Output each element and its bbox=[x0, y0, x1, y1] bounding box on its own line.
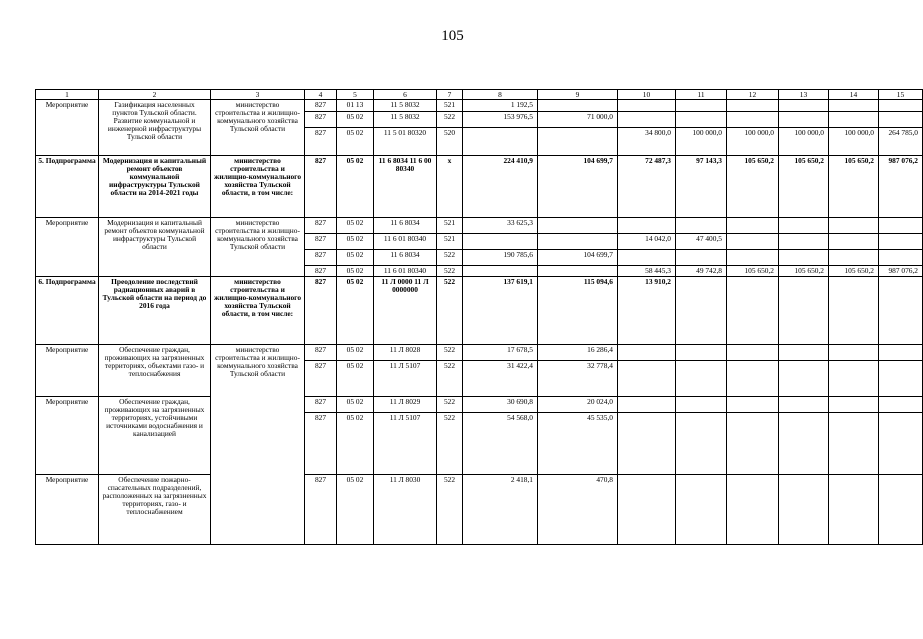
value-cell: 105 650,2 bbox=[829, 156, 879, 218]
table-row bbox=[36, 397, 923, 413]
value-cell: 827 bbox=[305, 413, 337, 475]
value-cell: 58 445,3 bbox=[618, 266, 676, 277]
value-cell bbox=[618, 361, 676, 397]
value-cell bbox=[879, 345, 923, 361]
column-header-row bbox=[36, 90, 923, 100]
executor-cell: министерство строительства и жилищно-коммунального хозяйства Тульской области, в том числе: bbox=[211, 156, 305, 218]
value-cell: 30 690,8 bbox=[463, 397, 538, 413]
item-type-cell: 5. Подпрограмма bbox=[36, 156, 99, 218]
value-cell: 11 5 8032 bbox=[374, 112, 437, 128]
value-cell bbox=[676, 250, 727, 266]
value-cell: 153 976,5 bbox=[463, 112, 538, 128]
value-cell: 72 487,3 bbox=[618, 156, 676, 218]
value-cell: 521 bbox=[437, 100, 463, 112]
value-cell: 522 bbox=[437, 397, 463, 413]
value-cell: 100 000,0 bbox=[829, 128, 879, 156]
column-header: 6 bbox=[374, 90, 437, 100]
table-row bbox=[36, 345, 923, 361]
table-row bbox=[36, 218, 923, 234]
value-cell: 987 076,2 bbox=[879, 156, 923, 218]
value-cell: 827 bbox=[305, 218, 337, 234]
table-row bbox=[36, 100, 923, 112]
value-cell bbox=[879, 413, 923, 475]
budget-table bbox=[35, 89, 923, 545]
page-number: 105 bbox=[441, 28, 464, 44]
column-header: 3 bbox=[211, 90, 305, 100]
value-cell: 827 bbox=[305, 345, 337, 361]
value-cell: 105 650,2 bbox=[779, 266, 829, 277]
value-cell: 11 Л 8030 bbox=[374, 475, 437, 545]
value-cell: 827 bbox=[305, 361, 337, 397]
value-cell bbox=[879, 475, 923, 545]
value-cell: 11 6 01 80340 bbox=[374, 266, 437, 277]
value-cell bbox=[463, 234, 538, 250]
value-cell: 49 742,8 bbox=[676, 266, 727, 277]
value-cell bbox=[618, 345, 676, 361]
executor-cell: министерство строительства и жилищно-коммунального хозяйства Тульской области bbox=[211, 218, 305, 277]
column-header: 5 bbox=[337, 90, 374, 100]
value-cell: 33 625,3 bbox=[463, 218, 538, 234]
value-cell: 224 410,9 bbox=[463, 156, 538, 218]
value-cell bbox=[727, 345, 779, 361]
item-type-cell: Мероприятие bbox=[36, 397, 99, 475]
value-cell bbox=[727, 100, 779, 112]
value-cell: 05 02 bbox=[337, 250, 374, 266]
value-cell: 11 Л 5107 bbox=[374, 413, 437, 475]
value-cell bbox=[727, 218, 779, 234]
value-cell bbox=[779, 277, 829, 345]
value-cell: 11 Л 0000 11 Л 0000000 bbox=[374, 277, 437, 345]
value-cell: 05 02 bbox=[337, 234, 374, 250]
value-cell: 05 02 bbox=[337, 218, 374, 234]
value-cell: 827 bbox=[305, 397, 337, 413]
value-cell: 827 bbox=[305, 128, 337, 156]
value-cell: 71 000,0 bbox=[538, 112, 618, 128]
item-name-cell: Обеспечение пожарно-спасательных подразделений, расположенных на загрязненных территориях, газо- и теплоснабжением bbox=[99, 475, 211, 545]
value-cell: 827 bbox=[305, 234, 337, 250]
value-cell: 827 bbox=[305, 156, 337, 218]
item-type-cell: Мероприятие bbox=[36, 218, 99, 277]
value-cell: х bbox=[437, 156, 463, 218]
value-cell: 522 bbox=[437, 475, 463, 545]
value-cell bbox=[727, 234, 779, 250]
value-cell: 190 785,6 bbox=[463, 250, 538, 266]
value-cell: 521 bbox=[437, 218, 463, 234]
value-cell bbox=[879, 112, 923, 128]
column-header: 9 bbox=[538, 90, 618, 100]
value-cell: 05 02 bbox=[337, 156, 374, 218]
value-cell bbox=[676, 361, 727, 397]
value-cell: 13 910,2 bbox=[618, 277, 676, 345]
value-cell bbox=[463, 128, 538, 156]
value-cell: 01 13 bbox=[337, 100, 374, 112]
column-header: 15 bbox=[879, 90, 923, 100]
column-header: 7 bbox=[437, 90, 463, 100]
value-cell bbox=[829, 218, 879, 234]
value-cell bbox=[538, 218, 618, 234]
item-name-cell: Преодоление последствий радиационных аварий в Тульской области на период до 2016 года bbox=[99, 277, 211, 345]
value-cell bbox=[779, 345, 829, 361]
column-header: 4 bbox=[305, 90, 337, 100]
value-cell: 05 02 bbox=[337, 266, 374, 277]
item-type-cell: 6. Подпрограмма bbox=[36, 277, 99, 345]
value-cell bbox=[779, 234, 829, 250]
column-header: 10 bbox=[618, 90, 676, 100]
table-row bbox=[36, 277, 923, 345]
value-cell bbox=[538, 234, 618, 250]
value-cell: 05 02 bbox=[337, 112, 374, 128]
value-cell bbox=[879, 277, 923, 345]
item-name-cell: Обеспечение граждан, проживающих на загрязненных территориях, устойчивыми источниками водоснабжения и канализацией bbox=[99, 397, 211, 475]
value-cell bbox=[727, 112, 779, 128]
value-cell: 522 bbox=[437, 250, 463, 266]
value-cell: 827 bbox=[305, 475, 337, 545]
value-cell bbox=[879, 361, 923, 397]
value-cell bbox=[618, 475, 676, 545]
value-cell bbox=[676, 345, 727, 361]
value-cell bbox=[829, 475, 879, 545]
value-cell: 522 bbox=[437, 277, 463, 345]
column-header: 12 bbox=[727, 90, 779, 100]
value-cell bbox=[879, 234, 923, 250]
value-cell: 11 5 8032 bbox=[374, 100, 437, 112]
table-body bbox=[36, 90, 923, 545]
value-cell bbox=[779, 397, 829, 413]
value-cell bbox=[463, 266, 538, 277]
value-cell: 827 bbox=[305, 100, 337, 112]
value-cell: 827 bbox=[305, 112, 337, 128]
value-cell: 522 bbox=[437, 413, 463, 475]
value-cell bbox=[676, 100, 727, 112]
value-cell: 11 5 01 80320 bbox=[374, 128, 437, 156]
value-cell bbox=[676, 413, 727, 475]
item-name-cell: Модернизация и капитальный ремонт объектов коммунальной инфраструктуры Тульской области на 2014-2021 годы bbox=[99, 156, 211, 218]
value-cell bbox=[829, 277, 879, 345]
executor-cell: министерство строительства и жилищно-коммунального хозяйства Тульской области bbox=[211, 100, 305, 156]
value-cell bbox=[538, 128, 618, 156]
value-cell: 104 699,7 bbox=[538, 156, 618, 218]
value-cell: 104 699,7 bbox=[538, 250, 618, 266]
column-header: 13 bbox=[779, 90, 829, 100]
value-cell: 45 535,0 bbox=[538, 413, 618, 475]
value-cell bbox=[727, 475, 779, 545]
value-cell bbox=[727, 250, 779, 266]
value-cell bbox=[829, 413, 879, 475]
table-row bbox=[36, 475, 923, 545]
value-cell: 05 02 bbox=[337, 397, 374, 413]
value-cell: 11 6 8034 bbox=[374, 250, 437, 266]
value-cell: 827 bbox=[305, 266, 337, 277]
value-cell: 105 650,2 bbox=[727, 266, 779, 277]
value-cell bbox=[829, 250, 879, 266]
value-cell bbox=[538, 266, 618, 277]
value-cell: 827 bbox=[305, 277, 337, 345]
value-cell: 11 6 01 80340 bbox=[374, 234, 437, 250]
value-cell bbox=[676, 397, 727, 413]
value-cell: 100 000,0 bbox=[676, 128, 727, 156]
value-cell: 97 143,3 bbox=[676, 156, 727, 218]
column-header: 11 bbox=[676, 90, 727, 100]
value-cell bbox=[779, 218, 829, 234]
value-cell: 34 800,0 bbox=[618, 128, 676, 156]
item-type-cell: Мероприятие bbox=[36, 100, 99, 156]
value-cell: 521 bbox=[437, 234, 463, 250]
value-cell bbox=[618, 413, 676, 475]
value-cell bbox=[779, 250, 829, 266]
value-cell bbox=[618, 250, 676, 266]
value-cell bbox=[618, 397, 676, 413]
value-cell: 522 bbox=[437, 266, 463, 277]
value-cell bbox=[676, 112, 727, 128]
value-cell: 05 02 bbox=[337, 475, 374, 545]
value-cell: 05 02 bbox=[337, 345, 374, 361]
item-name-cell: Газификация населенных пунктов Тульской области. Развитие коммунальной и инженерной инфраструктуры Тульской области bbox=[99, 100, 211, 156]
value-cell bbox=[779, 100, 829, 112]
value-cell: 100 000,0 bbox=[727, 128, 779, 156]
value-cell bbox=[879, 250, 923, 266]
value-cell bbox=[879, 100, 923, 112]
value-cell: 05 02 bbox=[337, 128, 374, 156]
value-cell: 115 094,6 bbox=[538, 277, 618, 345]
value-cell: 05 02 bbox=[337, 413, 374, 475]
column-header: 2 bbox=[99, 90, 211, 100]
value-cell: 264 785,0 bbox=[879, 128, 923, 156]
value-cell bbox=[879, 218, 923, 234]
value-cell: 32 778,4 bbox=[538, 361, 618, 397]
value-cell bbox=[727, 413, 779, 475]
value-cell bbox=[829, 345, 879, 361]
value-cell: 987 076,2 bbox=[879, 266, 923, 277]
value-cell bbox=[779, 112, 829, 128]
value-cell: 16 286,4 bbox=[538, 345, 618, 361]
value-cell: 11 Л 8028 bbox=[374, 345, 437, 361]
item-name-cell: Модернизация и капитальный ремонт объектов коммунальной инфраструктуры Тульской области bbox=[99, 218, 211, 277]
item-type-cell: Мероприятие bbox=[36, 475, 99, 545]
value-cell: 14 042,0 bbox=[618, 234, 676, 250]
value-cell: 31 422,4 bbox=[463, 361, 538, 397]
value-cell bbox=[676, 218, 727, 234]
value-cell bbox=[618, 218, 676, 234]
value-cell: 827 bbox=[305, 250, 337, 266]
value-cell: 470,8 bbox=[538, 475, 618, 545]
value-cell bbox=[727, 397, 779, 413]
item-type-cell: Мероприятие bbox=[36, 345, 99, 397]
value-cell bbox=[779, 475, 829, 545]
value-cell: 11 6 8034 11 6 00 80340 bbox=[374, 156, 437, 218]
value-cell bbox=[538, 100, 618, 112]
value-cell bbox=[779, 361, 829, 397]
value-cell bbox=[727, 277, 779, 345]
value-cell bbox=[829, 234, 879, 250]
value-cell: 522 bbox=[437, 112, 463, 128]
column-header: 14 bbox=[829, 90, 879, 100]
value-cell: 105 650,2 bbox=[779, 156, 829, 218]
value-cell: 100 000,0 bbox=[779, 128, 829, 156]
value-cell bbox=[676, 475, 727, 545]
value-cell: 11 Л 5107 bbox=[374, 361, 437, 397]
value-cell: 522 bbox=[437, 345, 463, 361]
value-cell: 05 02 bbox=[337, 277, 374, 345]
value-cell: 54 568,0 bbox=[463, 413, 538, 475]
value-cell: 05 02 bbox=[337, 361, 374, 397]
value-cell: 2 418,1 bbox=[463, 475, 538, 545]
value-cell bbox=[618, 112, 676, 128]
value-cell bbox=[676, 277, 727, 345]
value-cell bbox=[779, 413, 829, 475]
value-cell bbox=[618, 100, 676, 112]
value-cell: 520 bbox=[437, 128, 463, 156]
value-cell: 11 Л 8029 bbox=[374, 397, 437, 413]
value-cell bbox=[879, 397, 923, 413]
column-header: 8 bbox=[463, 90, 538, 100]
value-cell: 105 650,2 bbox=[727, 156, 779, 218]
executor-cell: министерство строительства и жилищно-коммунального хозяйства Тульской области bbox=[211, 345, 305, 545]
value-cell: 522 bbox=[437, 361, 463, 397]
value-cell: 20 024,0 bbox=[538, 397, 618, 413]
value-cell bbox=[829, 100, 879, 112]
value-cell: 11 6 8034 bbox=[374, 218, 437, 234]
value-cell bbox=[727, 361, 779, 397]
value-cell bbox=[829, 112, 879, 128]
value-cell bbox=[829, 361, 879, 397]
value-cell bbox=[829, 397, 879, 413]
value-cell: 1 192,5 bbox=[463, 100, 538, 112]
table-row bbox=[36, 156, 923, 218]
column-header: 1 bbox=[36, 90, 99, 100]
value-cell: 137 619,1 bbox=[463, 277, 538, 345]
item-name-cell: Обеспечение граждан, проживающих на загрязненных территориях, объектами газо- и теплоснабжения bbox=[99, 345, 211, 397]
value-cell: 47 400,5 bbox=[676, 234, 727, 250]
value-cell: 105 650,2 bbox=[829, 266, 879, 277]
value-cell: 17 678,5 bbox=[463, 345, 538, 361]
executor-cell: министерство строительства и жилищно-коммунального хозяйства Тульской области, в том числе: bbox=[211, 277, 305, 345]
